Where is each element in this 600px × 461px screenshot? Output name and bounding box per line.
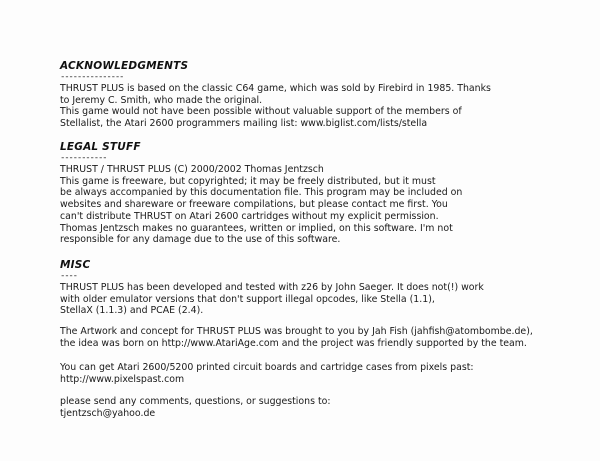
- text-line: can't distribute THRUST on Atari 2600 cartridges without my explicit permission.: [60, 210, 439, 222]
- text-line: to Jeremy C. Smith, who made the original.: [60, 94, 263, 106]
- text-line: tjentzsch@yahoo.de: [60, 407, 156, 419]
- text-line: responsible for any damage due to the use of this software.: [60, 234, 341, 246]
- text-line: the idea was born on http://www.AtariAge.com and the project was friendly supported by the team.: [60, 337, 527, 349]
- misc-paragraph-hardware: [60, 362, 580, 385]
- legal-paragraph: [60, 164, 580, 246]
- text-line: You can get Atari 2600/5200 printed circuit boards and cartridge cases from pixels past:: [60, 362, 474, 373]
- misc-paragraph-artwork: [60, 326, 580, 349]
- misc-paragraph-contact: [60, 396, 580, 419]
- text-line: Thomas Jentzsch makes no guarantees, written or implied, on this software. I'm not: [60, 222, 453, 234]
- text-line: websites and shareware or freeware compilations, but please contact me first. You: [60, 199, 448, 211]
- text-line: Stellalist, the Atari 2600 programmers mailing list: www.biglist.com/lists/stella: [60, 118, 428, 130]
- text-line: THRUST PLUS has been developed and tested with z26 by John Saeger. It does not(!) work: [60, 282, 484, 293]
- text-line: with older emulator versions that don't support illegal opcodes, like Stella (1.1),: [60, 293, 435, 305]
- legal-rule: -----------: [60, 153, 107, 163]
- misc-rule: ----: [60, 271, 77, 281]
- text-line: This game is freeware, but copyrighted; it may be freely distributed, but it must: [60, 175, 436, 187]
- text-line: THRUST / THRUST PLUS (C) 2000/2002 Thomas Jentzsch: [60, 164, 324, 175]
- misc-heading: MISC: [60, 259, 91, 271]
- text-line: This game would not have been possible without valuable support of the members of: [60, 106, 462, 118]
- text-line: be always accompanied by this documentation file. This program may be included on: [60, 187, 463, 199]
- acknowledgments-rule: ---------------: [60, 72, 124, 82]
- text-line: StellaX (1.1.3) and PCAE (2.4).: [60, 305, 204, 317]
- acknowledgments-paragraph: [60, 83, 580, 130]
- text-line: http://www.pixelspast.com: [60, 373, 185, 385]
- text-line: THRUST PLUS is based on the classic C64 game, which was sold by Firebird in 1985. Thanks: [60, 83, 491, 94]
- misc-paragraph-emulators: [60, 282, 580, 317]
- acknowledgments-heading: ACKNOWLEDGMENTS: [60, 60, 189, 72]
- text-line: please send any comments, questions, or suggestions to:: [60, 396, 331, 407]
- legal-heading: LEGAL STUFF: [60, 141, 141, 153]
- text-line: The Artwork and concept for THRUST PLUS was brought to you by Jah Fish (jahfish@atombombe.de),: [60, 326, 533, 337]
